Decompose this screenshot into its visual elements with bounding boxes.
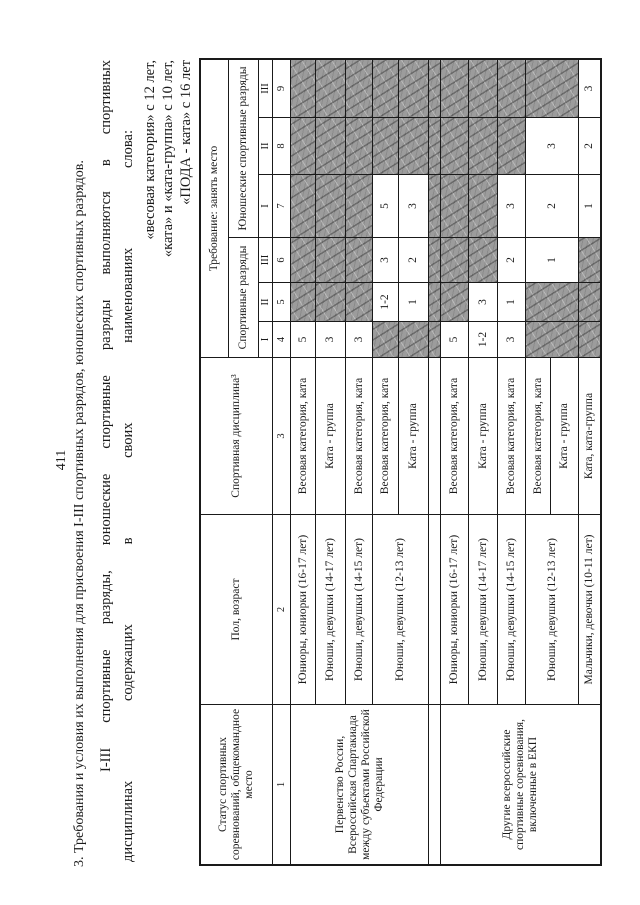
value-cell — [345, 321, 373, 358]
shaded-cell — [440, 174, 469, 238]
discipline-cell — [290, 357, 316, 515]
shaded-cell — [345, 59, 373, 118]
discipline-cell-text: Весовая категория, ката — [505, 377, 517, 495]
value-cell — [497, 321, 526, 358]
discipline-cell — [550, 357, 579, 515]
value-cell — [468, 321, 498, 358]
value-cell-text: 3 — [352, 336, 365, 343]
column-number-text: 3 — [275, 433, 287, 439]
shaded-cell — [440, 59, 469, 118]
value-cell-text: 1 — [583, 203, 595, 209]
shaded-cell — [315, 59, 346, 118]
discipline-cell-text: Весовая категория, ката — [352, 377, 365, 495]
column-number — [272, 237, 291, 283]
discipline-cell-text: Весовая категория, ката — [531, 377, 544, 495]
shaded-cell — [398, 117, 429, 175]
discipline-cell-text: Весовая категория, ката — [379, 377, 391, 495]
paragraph-line-3: «весовая категория» с 12 лет, — [142, 60, 158, 240]
age-cell — [345, 514, 373, 705]
column-number — [272, 59, 291, 118]
value-cell — [468, 282, 498, 322]
column-number-text: 2 — [275, 606, 287, 613]
shaded-cell — [315, 174, 346, 238]
shaded-cell — [525, 321, 579, 358]
header-rank-col-text: III — [259, 83, 271, 94]
discipline-cell-text: Ката - группа — [324, 403, 336, 469]
header-discipline — [200, 357, 273, 515]
value-cell — [497, 174, 526, 238]
shaded-cell — [497, 117, 526, 175]
column-number — [272, 117, 291, 175]
age-cell-text: Юноши, девушки (14-15 лет) — [505, 538, 517, 681]
column-number-text: 7 — [275, 203, 287, 209]
value-cell-text: 1 — [505, 299, 517, 305]
shaded-cell — [372, 59, 399, 118]
value-cell-text: 3 — [407, 203, 419, 209]
requirements-table — [200, 60, 600, 865]
value-cell-text: 1 — [545, 257, 558, 263]
age-cell-text: Юноши, девушки (14-17 лет) — [476, 538, 489, 681]
paragraph-line-5: «ПОДА - ката» с 16 лет — [178, 60, 194, 205]
discipline-cell — [525, 357, 551, 515]
discipline-cell — [372, 357, 399, 515]
header-age — [200, 514, 273, 705]
value-cell — [525, 117, 579, 175]
age-cell-text: Юноши, девушки (12-13 лет) — [394, 538, 406, 681]
age-cell — [372, 514, 429, 705]
shaded-cell — [290, 174, 316, 238]
value-cell — [372, 237, 399, 283]
value-cell-text: 5 — [296, 336, 309, 343]
header-rank-col — [258, 59, 273, 118]
value-cell-text: 3 — [583, 85, 595, 92]
shaded-cell — [468, 237, 498, 283]
shaded-cell — [578, 321, 601, 358]
header-requirement — [200, 59, 229, 358]
shaded-cell — [440, 237, 469, 283]
paragraph-line-2: дисциплинах содержащих в своих наименованиях слова: — [120, 130, 136, 862]
shaded-cell — [440, 282, 469, 322]
header-rank-col — [258, 174, 273, 238]
value-cell — [398, 174, 429, 238]
column-number — [272, 321, 291, 358]
shaded-cell — [345, 117, 373, 175]
column-number — [272, 514, 291, 705]
header-sport-ranks — [228, 237, 259, 358]
paragraph-line-4: «ката» и «ката-группа» с 10 лет, — [160, 60, 176, 258]
age-cell — [290, 514, 316, 705]
column-number-text: 6 — [275, 257, 287, 263]
column-number-text: 8 — [275, 143, 287, 149]
value-cell-text: 5 — [448, 336, 460, 343]
value-cell — [372, 282, 399, 322]
discipline-cell-text: Ката - группа — [476, 403, 489, 469]
value-cell — [290, 321, 316, 358]
header-age-text: Пол, возраст — [230, 578, 242, 641]
age-cell — [497, 514, 526, 705]
column-number-text: 4 — [275, 336, 287, 343]
value-cell-text: 1-2 — [476, 331, 489, 348]
shaded-cell — [468, 117, 498, 175]
discipline-cell — [345, 357, 373, 515]
value-cell-text: 3 — [476, 299, 489, 305]
discipline-cell-text: Весовая категория, ката — [296, 377, 309, 495]
age-cell-text: Юниоры, юниорки (16-17 лет) — [296, 534, 309, 685]
header-sport-ranks-text: Спортивные разряды — [237, 245, 249, 350]
shaded-cell — [372, 117, 399, 175]
header-rank-col-text: I — [259, 337, 271, 342]
discipline-cell — [398, 357, 429, 515]
value-cell-text: 3 — [545, 143, 558, 149]
column-number-text: 1 — [275, 781, 287, 788]
shaded-cell — [290, 117, 316, 175]
age-cell — [525, 514, 579, 705]
status-cell — [290, 704, 429, 865]
age-cell-text: Мальчики, девочки (10-11 лет) — [583, 534, 595, 685]
column-number — [272, 704, 291, 865]
header-discipline-text: Спортивная дисциплина³ — [230, 374, 242, 498]
value-cell-text: 3 — [505, 336, 517, 343]
shaded-cell — [398, 59, 429, 118]
status-cell — [440, 704, 601, 865]
value-cell-text: 2 — [583, 143, 595, 149]
value-cell-text: 2 — [545, 203, 558, 209]
column-number-text: 5 — [275, 299, 287, 305]
header-rank-col-text: II — [259, 142, 271, 150]
value-cell-text: 5 — [379, 203, 391, 209]
shaded-cell — [290, 237, 316, 283]
age-cell — [315, 514, 346, 705]
header-rank-col-text: I — [259, 204, 271, 208]
status-cell-text: Другие всероссийские спортивные соревнования, включенные в ЕКП — [501, 719, 539, 850]
header-rank-col — [258, 117, 273, 175]
shaded-cell — [497, 59, 526, 118]
shaded-cell — [578, 237, 601, 283]
header-rank-col — [258, 321, 273, 358]
column-number — [272, 174, 291, 238]
shaded-cell — [372, 321, 399, 358]
value-cell — [315, 321, 346, 358]
column-number-text: 9 — [275, 85, 287, 92]
status-cell-text: Первенство России, Всероссийская Спартакиада между субъектами Российской Федерации — [333, 709, 385, 860]
section-caption: 3. Требования и условия их выполнения для присвоения I-III спортивных разрядов, юношеских спортивных разрядов. — [72, 160, 87, 867]
shaded-cell — [398, 321, 429, 358]
value-cell — [398, 282, 429, 322]
value-cell-text: 3 — [324, 336, 336, 343]
shaded-cell — [468, 59, 498, 118]
value-cell-text: 3 — [505, 203, 517, 209]
discipline-cell — [578, 357, 601, 515]
value-cell — [578, 174, 601, 238]
age-cell — [578, 514, 601, 705]
shaded-cell — [468, 174, 498, 238]
paragraph-line-1: I-III спортивные разряды, юношеские спортивные разряды выполняются в спортивных — [98, 60, 114, 772]
value-cell — [398, 237, 429, 283]
discipline-cell — [315, 357, 346, 515]
age-cell — [468, 514, 498, 705]
value-cell — [372, 174, 399, 238]
shaded-cell — [290, 59, 316, 118]
value-cell-text: 2 — [407, 257, 419, 263]
age-cell-text: Юниоры, юниорки (16-17 лет) — [448, 534, 460, 685]
age-cell-text: Юноши, девушки (14-17 лет) — [324, 538, 336, 681]
header-rank-col-text: II — [259, 298, 271, 306]
shaded-cell — [440, 117, 469, 175]
shaded-cell — [578, 282, 601, 322]
shaded-cell — [525, 282, 579, 322]
shaded-cell — [345, 174, 373, 238]
discipline-cell — [468, 357, 498, 515]
shaded-cell — [345, 282, 373, 322]
column-number — [272, 282, 291, 322]
header-status — [200, 704, 273, 865]
value-cell-text: 3 — [379, 257, 391, 263]
header-rank-col-text: III — [259, 254, 271, 266]
discipline-cell — [497, 357, 526, 515]
shaded-cell — [290, 282, 316, 322]
age-cell — [440, 514, 469, 705]
value-cell — [578, 117, 601, 175]
value-cell-text: 1 — [407, 299, 419, 305]
shaded-cell — [315, 282, 346, 322]
value-cell — [578, 59, 601, 118]
header-status-text: Статус спортивных соревнований, общекомандное место — [217, 708, 255, 861]
shaded-cell — [525, 59, 579, 118]
value-cell-text: 2 — [505, 257, 517, 263]
header-youth-ranks — [228, 59, 259, 238]
page-number: 411 — [54, 449, 69, 471]
shaded-cell — [345, 237, 373, 283]
discipline-cell-text: Весовая категория, ката — [448, 377, 460, 495]
value-cell — [525, 237, 579, 283]
age-cell-text: Юноши, девушки (12-13 лет) — [545, 538, 558, 681]
header-requirement-text: Требование: занять место — [208, 145, 220, 272]
header-rank-col — [258, 237, 273, 283]
value-cell-text: 1-2 — [379, 294, 391, 310]
column-number — [272, 357, 291, 515]
shaded-cell — [315, 237, 346, 283]
value-cell — [440, 321, 469, 358]
discipline-cell — [440, 357, 469, 515]
header-youth-ranks-text: Юношеские спортивные разряды — [237, 66, 249, 231]
discipline-cell-text: Ката - группа — [407, 403, 419, 469]
discipline-cell-text: Ката - группа — [558, 403, 570, 469]
shaded-cell — [315, 117, 346, 175]
discipline-cell-text: Ката, ката-группа — [583, 392, 595, 480]
value-cell — [525, 174, 579, 238]
value-cell — [497, 237, 526, 283]
age-cell-text: Юноши, девушки (14-15 лет) — [352, 538, 365, 681]
header-rank-col — [258, 282, 273, 322]
value-cell — [497, 282, 526, 322]
